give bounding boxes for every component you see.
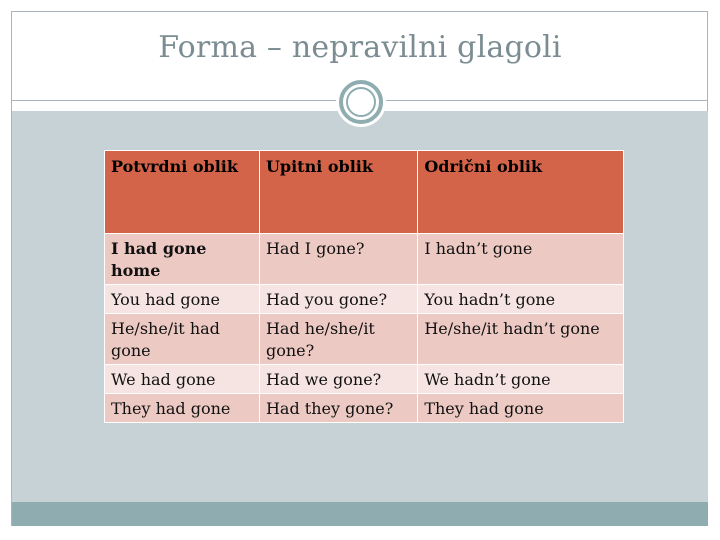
table-cell: We hadn’t gone: [418, 365, 624, 394]
table-cell: We had gone: [105, 365, 260, 394]
table-cell: He/she/it had gone: [105, 314, 260, 365]
table-cell: Had we gone?: [259, 365, 417, 394]
header-interrogative: Upitni oblik: [259, 151, 417, 234]
title-divider-right: [384, 100, 708, 101]
table-row: [105, 394, 624, 423]
table-cell: Had I gone?: [259, 234, 417, 285]
table-row: [105, 314, 624, 365]
table-cell: I hadn’t gone: [418, 234, 624, 285]
table-row: [105, 285, 624, 314]
table-header-row: [105, 151, 624, 234]
table-cell: You hadn’t gone: [418, 285, 624, 314]
table-cell: They had gone: [418, 394, 624, 423]
title-divider-left: [12, 100, 340, 101]
verb-forms-table: [104, 150, 624, 423]
table-row: [105, 365, 624, 394]
table-cell: Had they gone?: [259, 394, 417, 423]
header-negative: Odrični oblik: [418, 151, 624, 234]
table-cell: Had you gone?: [259, 285, 417, 314]
table-cell: He/she/it hadn’t gone: [418, 314, 624, 365]
table-cell: Had he/she/it gone?: [259, 314, 417, 365]
slide-title: Forma – nepravilni glagoli: [158, 30, 562, 65]
table-row: [105, 234, 624, 285]
circle-ornament-icon: [335, 76, 387, 128]
table-cell: They had gone: [105, 394, 260, 423]
table-cell: I had gone home: [105, 234, 260, 285]
table-cell: You had gone: [105, 285, 260, 314]
footer-bar: [12, 502, 708, 526]
header-affirmative: Potvrdni oblik: [105, 151, 260, 234]
